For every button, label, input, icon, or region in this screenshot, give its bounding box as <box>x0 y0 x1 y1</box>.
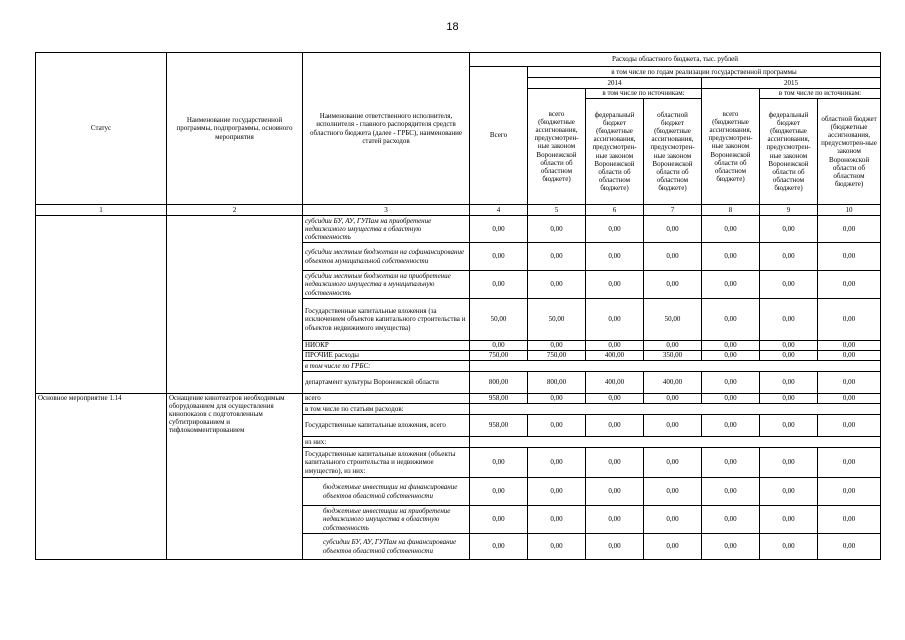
value-cell: 0,00 <box>528 478 586 506</box>
value-cell: 0,00 <box>818 271 881 299</box>
row-label: Государственные капитальные вложения (за исключением объектов капитального строительства и объектов недвижимого имущества) <box>303 299 470 341</box>
value-cell: 0,00 <box>702 299 760 341</box>
value-cell: 0,00 <box>818 506 881 534</box>
value-cell: 0,00 <box>702 341 760 351</box>
header-2014-regional: областной бюджет (бюджетные ассигнования, предусмотрен-ные законом Воронежской области об областном бюджете) <box>644 99 702 205</box>
value-cell: 0,00 <box>760 506 818 534</box>
table-row <box>36 216 881 243</box>
column-number: 1 <box>36 205 167 216</box>
row-label: всего <box>303 394 470 404</box>
value-cell: 0,00 <box>644 216 702 243</box>
value-cell: 0,00 <box>528 415 586 437</box>
value-cell: 0,00 <box>818 299 881 341</box>
header-2014-federal: федеральный бюджет (бюджетные ассигнования, предусмотрен-ные законом Воронежской области об областном бюджете) <box>586 99 644 205</box>
value-cell: 0,00 <box>586 415 644 437</box>
value-cell: 400,00 <box>586 372 644 394</box>
header-2015-federal: федеральный бюджет (бюджетные ассигнования, предусмотрен-ные законом Воронежской области об областном бюджете) <box>760 99 818 205</box>
value-cell: 0,00 <box>702 351 760 361</box>
value-cell: 0,00 <box>818 394 881 404</box>
empty-values <box>470 361 881 372</box>
value-cell: 0,00 <box>818 534 881 560</box>
row-label: Государственные капитальные вложения, всего <box>303 415 470 437</box>
value-cell: 0,00 <box>644 534 702 560</box>
value-cell: 0,00 <box>528 506 586 534</box>
value-cell: 0,00 <box>818 351 881 361</box>
column-number: 5 <box>528 205 586 216</box>
value-cell: 0,00 <box>470 506 528 534</box>
value-cell: 800,00 <box>470 372 528 394</box>
value-cell: 800,00 <box>528 372 586 394</box>
empty-values <box>470 437 881 448</box>
value-cell: 0,00 <box>644 506 702 534</box>
row-label: бюджетные инвестиции на финансирование объектов областной собственности <box>303 478 470 506</box>
value-cell: 0,00 <box>528 341 586 351</box>
value-cell: 0,00 <box>586 216 644 243</box>
value-cell: 0,00 <box>644 243 702 271</box>
column-number: 3 <box>303 205 470 216</box>
value-cell: 0,00 <box>470 448 528 478</box>
row-label: департамент культуры Воронежской области <box>303 372 470 394</box>
budget-table <box>35 52 881 560</box>
value-cell: 0,00 <box>586 299 644 341</box>
empty-values <box>470 404 881 415</box>
header-status: Статус <box>36 53 167 205</box>
row-label: бюджетные инвестиции на приобретение недвижимого имущества в областную собственность <box>303 506 470 534</box>
value-cell: 0,00 <box>702 271 760 299</box>
value-cell: 0,00 <box>470 216 528 243</box>
value-cell: 750,00 <box>528 351 586 361</box>
value-cell: 0,00 <box>702 506 760 534</box>
value-cell: 0,00 <box>470 271 528 299</box>
header-2014-sources: в том числе по источникам: <box>586 89 702 99</box>
header-2015-regional: областной бюджет (бюджетные ассигнования, предусмотрен-ные законом Воронежской области об областном бюджете) <box>818 99 881 205</box>
value-cell: 0,00 <box>586 271 644 299</box>
value-cell: 0,00 <box>818 448 881 478</box>
row-label: ПРОЧИЕ расходы <box>303 351 470 361</box>
header-2015-sources: в том числе по источникам: <box>760 89 881 99</box>
value-cell: 0,00 <box>760 341 818 351</box>
value-cell: 0,00 <box>818 341 881 351</box>
value-cell: 400,00 <box>644 372 702 394</box>
value-cell: 0,00 <box>760 299 818 341</box>
value-cell: 0,00 <box>702 372 760 394</box>
value-cell: 0,00 <box>528 394 586 404</box>
value-cell: 0,00 <box>702 243 760 271</box>
program-name-cell: Оснащение кинотеатров необходимым оборудованием для осуществления кинопоказов с подготовленным субтитрированием и тифлокомментированием <box>167 394 303 560</box>
value-cell: 0,00 <box>470 534 528 560</box>
value-cell: 0,00 <box>644 448 702 478</box>
value-cell: 50,00 <box>470 299 528 341</box>
column-number: 2 <box>167 205 303 216</box>
value-cell: 958,00 <box>470 415 528 437</box>
row-label: субсидии БУ, АУ, ГУПам на приобретение недвижимого имущества в областную собственность <box>303 216 470 243</box>
value-cell: 0,00 <box>528 448 586 478</box>
value-cell: 0,00 <box>644 271 702 299</box>
value-cell: 0,00 <box>702 534 760 560</box>
value-cell: 0,00 <box>528 271 586 299</box>
value-cell: 0,00 <box>528 534 586 560</box>
table-row <box>36 394 881 404</box>
value-cell: 0,00 <box>586 478 644 506</box>
value-cell: 750,00 <box>470 351 528 361</box>
value-cell: 0,00 <box>760 415 818 437</box>
value-cell: 0,00 <box>586 243 644 271</box>
header-year-2014: 2014 <box>528 78 702 89</box>
status-cell: Основное мероприятие 1.14 <box>36 394 167 560</box>
value-cell: 0,00 <box>760 271 818 299</box>
column-number: 7 <box>644 205 702 216</box>
column-number: 8 <box>702 205 760 216</box>
value-cell: 400,00 <box>586 351 644 361</box>
value-cell: 0,00 <box>470 341 528 351</box>
value-cell: 0,00 <box>528 216 586 243</box>
value-cell: 350,00 <box>644 351 702 361</box>
column-number-row <box>36 205 881 216</box>
header-row-1 <box>36 53 881 67</box>
row-label: в том числе по ГРБС: <box>303 361 470 372</box>
row-label: в том числе по статьям расходов: <box>303 404 470 415</box>
value-cell: 0,00 <box>760 534 818 560</box>
value-cell: 0,00 <box>586 341 644 351</box>
value-cell: 0,00 <box>586 448 644 478</box>
value-cell: 0,00 <box>818 415 881 437</box>
value-cell: 0,00 <box>760 448 818 478</box>
row-label: субсидии местным бюджетам на приобретение недвижимого имущества в муниципальную собственность <box>303 271 470 299</box>
value-cell: 50,00 <box>528 299 586 341</box>
value-cell: 0,00 <box>644 341 702 351</box>
row-label: Государственные капитальные вложения (объекты капитального строительства и недвижимое имущество), из них: <box>303 448 470 478</box>
header-2015-all: всего (бюджетные ассигнования, предусмотрен-ные законом Воронежской области об областном бюджете) <box>702 89 760 205</box>
value-cell: 0,00 <box>818 372 881 394</box>
column-number: 6 <box>586 205 644 216</box>
value-cell: 0,00 <box>528 243 586 271</box>
header-2014-all: всего (бюджетные ассигнования, предусмотрен-ные законом Воронежской области об областном бюджете) <box>528 89 586 205</box>
value-cell: 50,00 <box>644 299 702 341</box>
header-executor: Наименование ответственного исполнителя, исполнителя - главного распорядителя средств областного бюджета (далее - ГРБС), наименование статей расходов <box>303 53 470 205</box>
row-label: субсидии БУ, АУ, ГУПам на финансирование объектов областной собственности <box>303 534 470 560</box>
header-program-name: Наименование государственной программы, подпрограммы, основного мероприятия <box>167 53 303 205</box>
column-number: 10 <box>818 205 881 216</box>
header-expenses: Расходы областного бюджета, тыс. рублей <box>470 53 881 67</box>
value-cell: 0,00 <box>644 415 702 437</box>
value-cell: 0,00 <box>702 415 760 437</box>
row-label: субсидии местным бюджетам на софинансирование объектов муниципальной собственности <box>303 243 470 271</box>
column-number: 9 <box>760 205 818 216</box>
value-cell: 0,00 <box>586 506 644 534</box>
value-cell: 0,00 <box>760 394 818 404</box>
value-cell: 0,00 <box>586 534 644 560</box>
value-cell: 0,00 <box>760 351 818 361</box>
value-cell: 0,00 <box>760 216 818 243</box>
value-cell: 0,00 <box>586 394 644 404</box>
status-cell-empty <box>36 216 167 394</box>
row-label: из них: <box>303 437 470 448</box>
value-cell: 0,00 <box>760 243 818 271</box>
column-number: 4 <box>470 205 528 216</box>
value-cell: 0,00 <box>702 478 760 506</box>
value-cell: 0,00 <box>644 478 702 506</box>
header-by-years: в том числе по годам реализации государственной программы <box>528 67 881 78</box>
value-cell: 0,00 <box>702 448 760 478</box>
value-cell: 958,00 <box>470 394 528 404</box>
page-number: 18 <box>446 21 459 33</box>
value-cell: 0,00 <box>470 478 528 506</box>
value-cell: 0,00 <box>470 243 528 271</box>
program-cell-empty <box>167 216 303 394</box>
value-cell: 0,00 <box>644 394 702 404</box>
value-cell: 0,00 <box>760 372 818 394</box>
value-cell: 0,00 <box>818 216 881 243</box>
row-label: НИОКР <box>303 341 470 351</box>
value-cell: 0,00 <box>702 216 760 243</box>
value-cell: 0,00 <box>818 478 881 506</box>
value-cell: 0,00 <box>818 243 881 271</box>
value-cell: 0,00 <box>702 394 760 404</box>
value-cell: 0,00 <box>760 478 818 506</box>
header-year-2015: 2015 <box>702 78 881 89</box>
header-total: Всего <box>470 67 528 205</box>
